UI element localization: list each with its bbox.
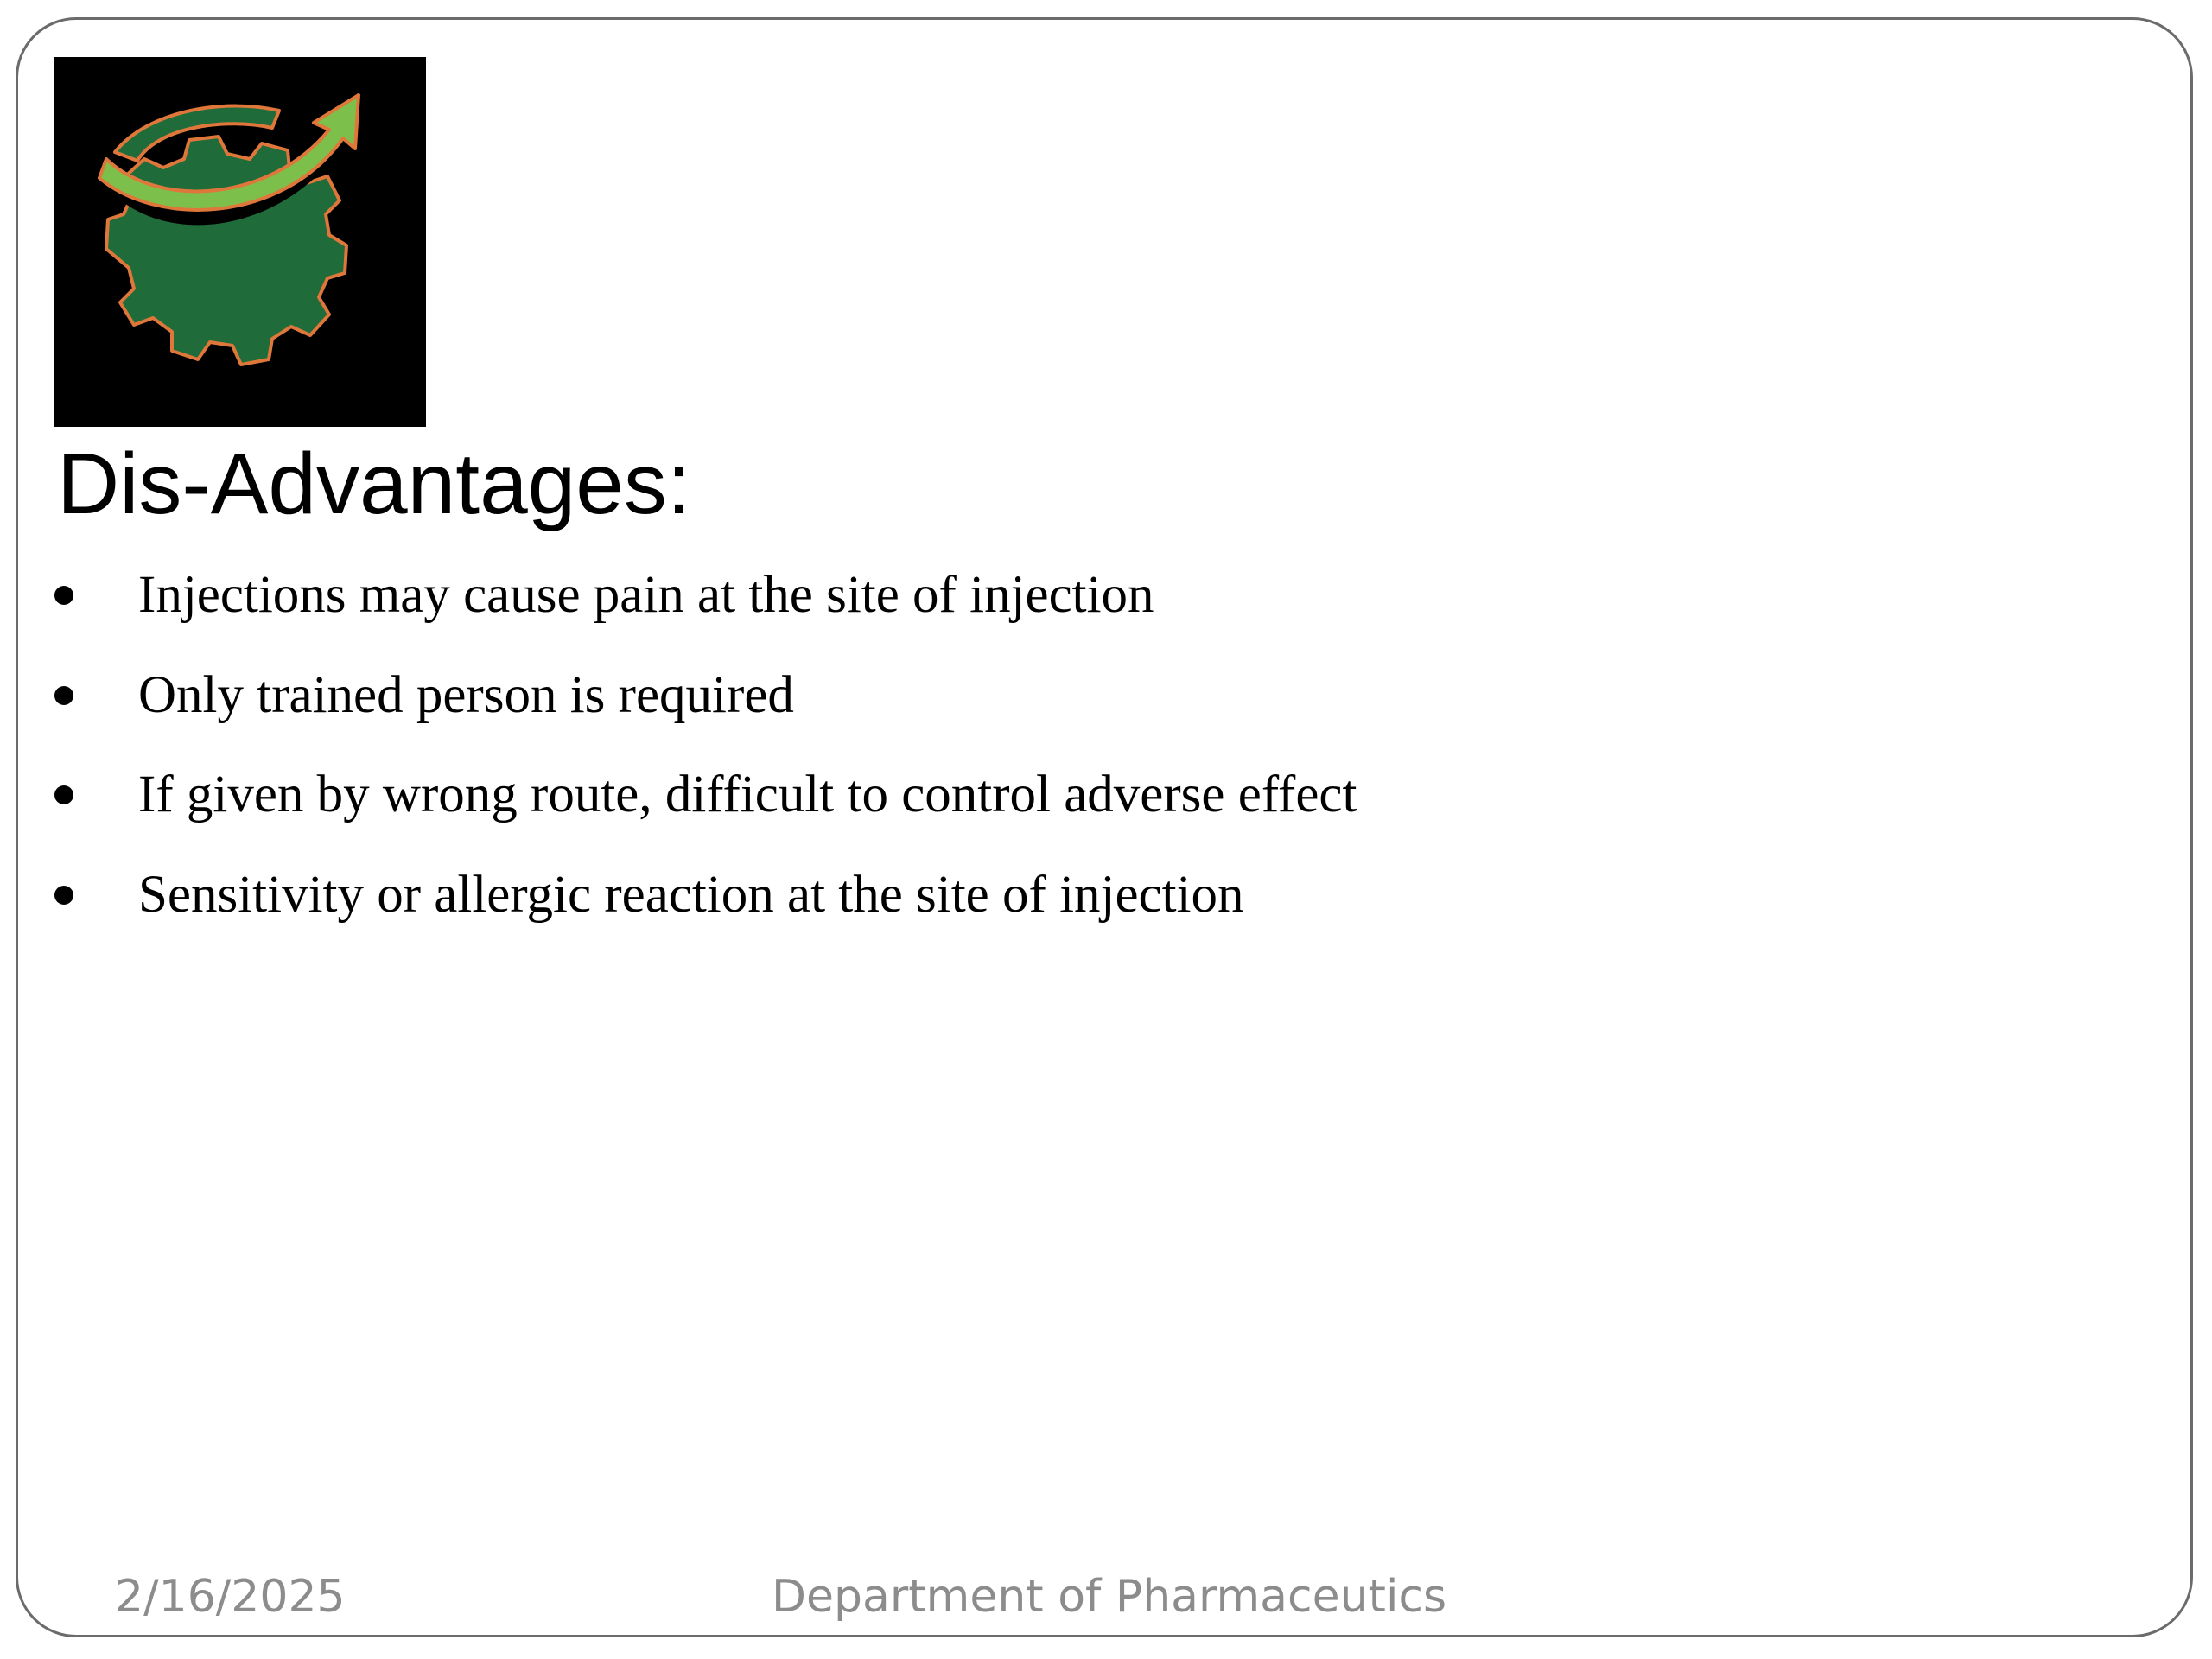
bullet-text: Sensitivity or allergic reaction at the site of injection — [138, 865, 1244, 924]
footer-department: Department of Pharmaceutics — [772, 1571, 1447, 1623]
bullet-dot-icon — [54, 686, 73, 705]
bullet-text: Only trained person is required — [138, 665, 794, 724]
gear-arrow-logo-icon — [54, 57, 426, 427]
bullet-dot-icon — [54, 586, 73, 605]
bullet-dot-icon — [54, 886, 73, 905]
bullet-dot-icon — [54, 785, 73, 804]
footer-date: 2/16/2025 — [115, 1571, 346, 1623]
bullet-text: Injections may cause pain at the site of injection — [138, 566, 1154, 624]
slide-title: Dis-Advantages: — [57, 435, 691, 532]
bullet-text: If given by wrong route, difficult to control adverse effect — [138, 766, 1357, 823]
slide — [16, 17, 2193, 1637]
